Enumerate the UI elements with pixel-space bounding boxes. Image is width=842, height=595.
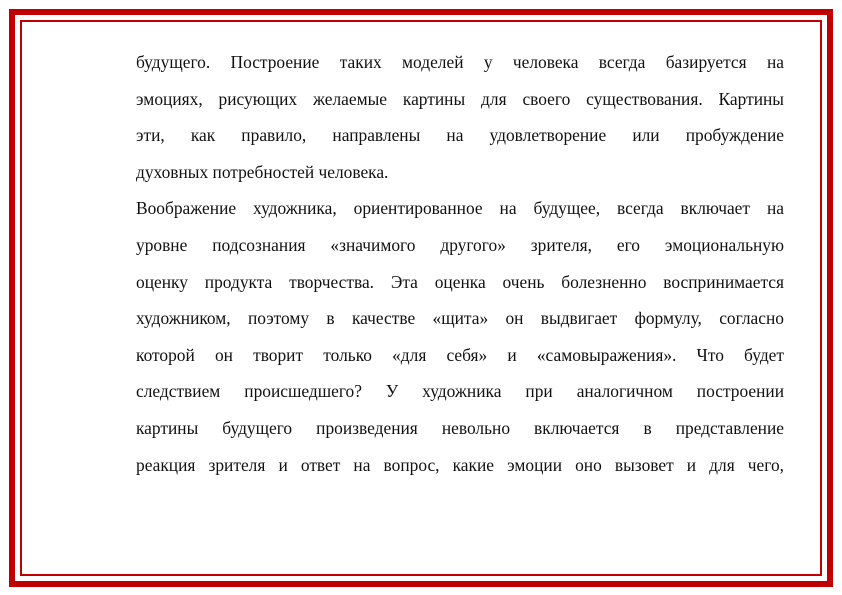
text-line: оценку продукта творчества. Эта оценка очень болезненно воспринимается <box>136 271 784 292</box>
text-line: будущего. Построение таких моделей у человека всегда базируется на <box>136 52 784 72</box>
text-line: картины будущего произведения невольно включается в представление <box>136 417 784 438</box>
text-line: реакция зрителя и ответ на вопрос, какие эмоции оно вызовет и для чего, <box>136 454 784 475</box>
text-line-paragraph-end: духовных потребностей человека. <box>136 161 389 182</box>
text-line: Воображение художника, ориентированное на будущее, всегда включает на <box>136 198 784 219</box>
body-text <box>136 44 784 483</box>
text-line: эти, как правило, направлены на удовлетворение или пробуждение <box>136 125 784 146</box>
text-line: эмоциях, рисующих желаемые картины для своего существования. Картины <box>136 88 784 109</box>
text-line: художником, поэтому в качестве «щита» он выдвигает формулу, согласно <box>136 308 784 329</box>
text-line: следствием происшедшего? У художника при аналогичном построении <box>136 381 784 402</box>
text-line: которой он творит только «для себя» и «самовыражения». Что будет <box>136 344 784 365</box>
text-line: уровне подсознания «значимого другого» зрителя, его эмоциональную <box>136 234 784 255</box>
